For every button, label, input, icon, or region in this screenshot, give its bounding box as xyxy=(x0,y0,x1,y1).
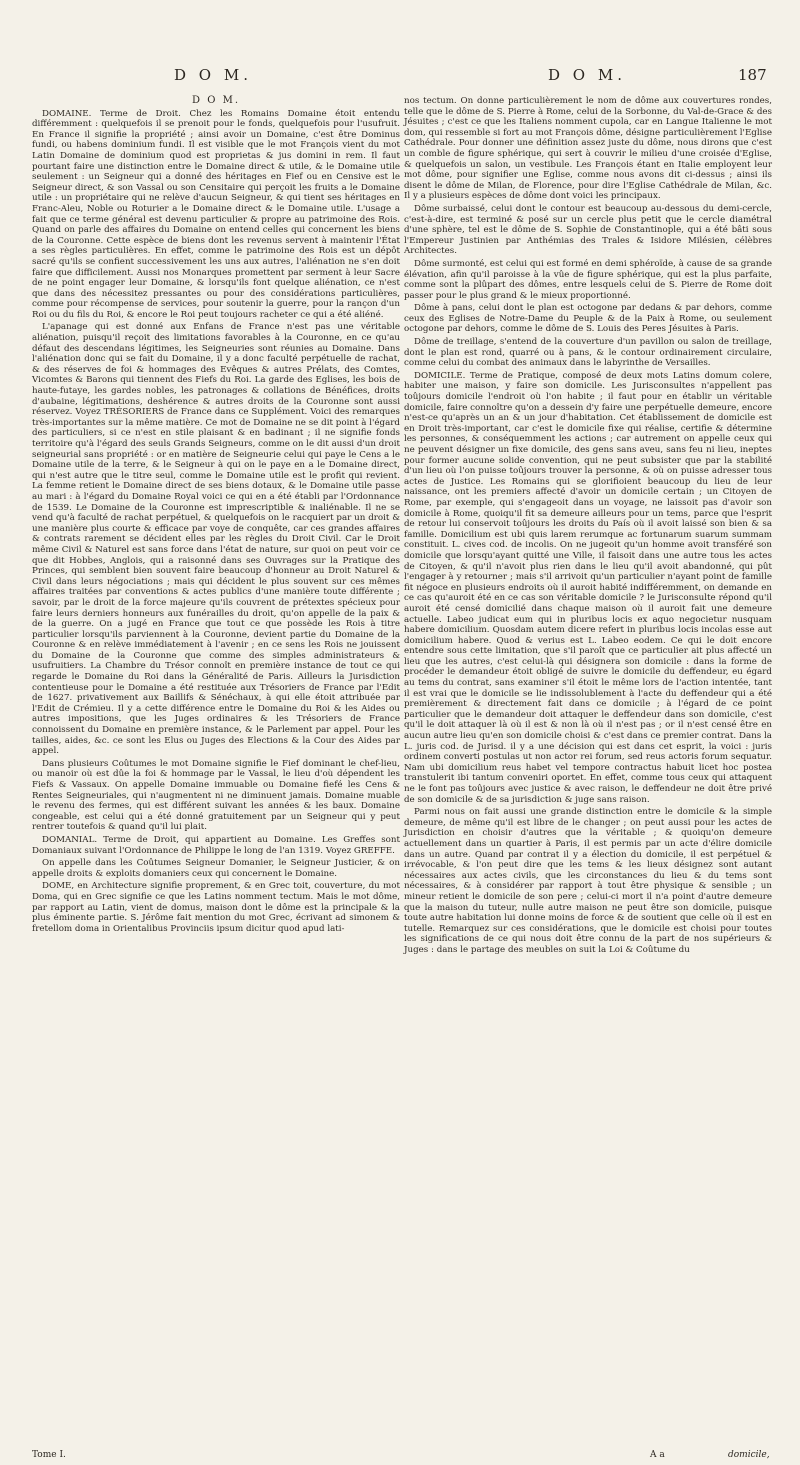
paragraph-dome-treillage: Dôme de treillage, s'entend de la couverture d'un pavillon ou salon de treillage, dont le plan est rond, quarré ou à pans, & le contour ordinairement circulaire, comme celui du combat des animaux dans le labyrinthe de Versailles. xyxy=(404,337,772,369)
paragraph-seigneur-domanier: On appelle dans les Coûtumes Seigneur Domanier, le Seigneur Justicier, & on appelle droits & exploits domaniers ceux qui concernent le Domaine. xyxy=(32,858,400,879)
section-subtitle: D O M. xyxy=(192,95,240,106)
paragraph-domicile: DOMICILE. Terme de Pratique, composé de deux mots Latins domum colere, habiter une maison, y faire son domicile. Les Jurisconsultes n'appellent pas toûjours domicile l'endroit où l'on habite ; il faut pour en établir un véritable domicile, faire connoître qu'on a dessein d'y faire une perpétuelle demeure, encore n'est-ce qu'après un an & un jour d'habitation. Cet établissement de domicile est en Droit très-important, car c'est le domicile fixe qui réalise, certifie & détermine les personnes, & conséquemment les actions ; car autrement on appelle ceux qui ne peuvent désigner un fixe domicile, des gens sans aveu, sans feu ni lieu, ineptes pour former aucune solide convention, qui ne peut subsister que par la stabilité d'un lieu où l'on puisse toûjours trouver la personne, & où on puisse adresser tous actes de Justice. Les Romains qui se glorifioient beaucoup du lieu de leur naissance, ont les premiers affecté d'avoir un domicile certain ; un Citoyen de Rome, par exemple, qui s'engageoit dans un voyage, ne laissoit pas d'avoir son domicile à Rome, quoiqu'il fit sa demeure ailleurs pour un tems, parce que l'esprit de retour lui conservoit toûjours les droits du País où il avoit laissé son bien & sa famille. Domicilium est ubi quis larem rerumque ac fortunarum suarum summam constituit. L. cives cod. de incolis. On ne jugeoit qu'un homme avoit transféré son domicile que lorsqu'ayant quitté une Ville, il faisoit dans une autre tous les actes de Citoyen, & qu'il n'avoit plus rien dans le lieu qu'il avoit abandonné, qui pût l'engager à y retourner ; mais s'il arrivoit qu'un particulier n'ayant point de famille fit négoce en plusieurs endroits où il auroit habité indifféremment, on demande en ce cas qu'auroit été en ce cas son véritable domicile ? le Jurisconsulte répond qu'il auroit été censé domicilié dans chaque maison où il auroit fait une demeure actuelle. Labeo judicat eum qui in pluribus locis ex aquo negocietur nusquam habere domicilium. Quosdam autem dicere refert in pluribus locis incolas esse aut domicilium habere. Quod & verius est L. Labeo eodem. Ce qui le doit encore entendre sous cette limitation, que s'il paroît que ce particulier ait plus affecté un lieu que les autres, c'est celui-là qui désignera son domicile : dans la forme de procéder le demandeur étoit obligé de suivre le domicile du deffendeur, eu égard au tems du contrat, sans examiner s'il étoit le même lors de l'action intentée, tant il est vrai que le domicile se lie indissolublement à l'acte du deffendeur qui a été premièrement & directement fait dans ce domicile ; à l'égard de ce point particulier que le demandeur doit attaquer le deffendeur dans son domicile, c'est qu'il le doit attaquer là où il est & non là où il n'est pas ; or il n'est censé être en aucun autre lieu qu'en son domicile choisi & c'est dans ce premier contrat. Dans la L. juris cod. de Jurisd. il y a une décision qui est dans cet esprit, la voici : juris ordinem converti postulas ut non actor rei forum, sed reus actoris forum sequatur. Nam ubi domicilium reus habet vel tempore contractus habuit licet hoc postea transtulerit ibi tantum conveniri oportet. En effet, comme tous ceux qui attaquent ne le font pas toûjours avec justice & avec raison, le deffendeur ne doit être privé de son domicile & de sa jurisdiction & juge sans raison. xyxy=(404,370,772,805)
paragraph-dome-cont: nos tectum. On donne particulièrement le nom de dôme aux couvertures rondes, telle que le dôme de S. Pierre à Rome, celui de la Sorbonne, du Val-de-Grace & des Jésuites ; c'est ce que les Italiens nomment cupola, car en Langue Italienne le mot dom, qui ressemble si fort au mot François dôme, désigne particulièrement l'Eglise Cathédrale. Pour donner une définition assez juste du dôme, nous dirons que c'est un comble de figure sphérique, qui sert à couvrir le milieu d'une croisée d'Eglise, & quelquefois un salon, un vestibule. Les François étant en Italie employent leur mot dôme, pour signifier une Eglise, comme nous avons dit ci-dessus ; ainsi ils disent le dôme de Milan, de Florence, pour dire l'Eglise Cathédrale de Milan, &c. Il y a plusieurs espèces de dôme dont voici les principaux. xyxy=(404,96,772,202)
paragraph-coutumes: Dans plusieurs Coûtumes le mot Domaine signifie le Fief dominant le chef-lieu, ou manoir où est dûe la foi & hommage par le Vassal, le lieu d'où dépendent les Fiefs & Vassaux. On appelle Domaine immuable ou Domaine fiefé les Cens & Rentes Seigneuriales, qui n'augmentent ni ne diminuent jamais. Domaine muable le revenu des fermes, qui est différent suivant les années & les baux. Domaine congeable, est celui qui a été donné gratuitement par un Seigneur qui y peut rentrer toutefois & quand qu'il lui plait. xyxy=(32,758,400,833)
running-head-right: D O M. xyxy=(548,66,626,84)
left-column xyxy=(32,96,400,936)
page-number: 187 xyxy=(738,66,767,84)
paragraph-apanage: L'apanage qui est donné aux Enfans de France n'est pas une véritable aliénation, puisqu'il reçoit des limitations favorables à la Couronne, en ce qu'au défaut des descendans légitimes, les Seigneuries sont réunies au Domaine. Dans l'aliénation donc qui se fait du Domaine, il y a donc faculté perpétuelle de rachat, & des réserves de foi & hommages des Evêques & autres Prélats, des Comtes, Vicomtes & Barons qui tiennent des Fiefs du Roi. La garde des Eglises, les bois de haute-futaye, les gardes nobles, les patronages & collations de Bénéfices, droits d'aubaine, légitimations, deshérence & autres droits de la Couronne sont aussi réservez. Voyez TRÉSORIERS de France dans ce Supplément. Voici des remarques très-importantes sur la même matière. Ce mot de Domaine ne se dit point à l'égard des particuliers, si ce n'est en stile plaisant & en badinant ; il ne signifie fonds territoire qu'à l'égard des seuls Grands Seigneurs, comme on le dit aussi d'un droit seigneurial sans propriété : or en matière de Seigneurie celui qui paye le Cens a le Domaine utile de la terre, & le Seigneur à qui on le paye en a le Domaine direct, qui n'est autre que le titre seul, comme le Domaine utile est le profit qui revient. La femme retient le Domaine direct de ses biens dotaux, & le Domaine utile passe au mari : à l'égard du Domaine Royal voici ce qui en a été établi par l'Ordonnance de 1539. Le Domaine de la Couronne est imprescriptible & inaliénable. Il ne se vend qu'à faculté de rachat perpétuel, & quelquefois on le racquiert par un droit & une manière plus courte & efficace par voye de conquête, car ces grandes affaires & contrats rarement se décident elles par les règles du Droit Civil. Car le Droit même Civil & Naturel est sans force dans l'état de nature, sur quoi on peut voir ce que dit Hobbes, Anglois, qui a raisonné dans ses Ouvrages sur la Pratique des Princes, qui semblent bien souvent faire beaucoup d'honneur au Droit Naturel & Civil dans leurs négociations ; mais qui décident le plus souvent sur ces mêmes affaires traitées par conventions & actes publics d'une manière toute différente ; savoir, par le droit de la force majeure qu'ils couvrent de prétextes spécieux pour faire leurs derniers honneurs aux funérailles du droit, qu'on appelle de la paix & de la guerre. On a jugé en France que tout ce que possède les Rois à titre particulier lorsqu'ils parviennent à la Couronne, devient partie du Domaine de la Couronne & en relève immédiatement à l'avenir ; en ce sens les Rois ne jouissent du Domaine de la Couronne que comme des simples administrateurs & usufruitiers. La Chambre du Trésor connoît en première instance de tout ce qui regarde le Domaine du Roi dans la Généralité de Paris. Ailleurs la Jurisdiction contentieuse pour le Domaine a été restituée aux Trésoriers de France par l'Edit de 1627. privativement aux Baillifs & Sénéchaux, à qui elle étoit attribuée par l'Edit de Crémieu. Il y a cette différence entre le Domaine du Roi & les Aides ou autres impositions, que les Juges ordinaires & les Trésoriers de France connoissent du Domaine en première instance, & le Parlement par appel. Pour les tailles, aides, &c. ce sont les Elus ou Juges des Elections & la Cour des Aides par appel. xyxy=(32,322,400,757)
signature-mark: A a xyxy=(650,1450,665,1460)
volume-footer: Tome I. xyxy=(32,1450,66,1460)
paragraph-domicile-demeure: Parmi nous on fait aussi une grande distinction entre le domicile & la simple demeure, de même qu'il est libre de le changer ; on peut aussi pour les actes de Jurisdiction en choisir d'autres que la véritable ; & quoiqu'on demeure actuellement dans un quartier à Paris, il est permis par un acte d'élire domicile dans un autre. Quand par contrat il y a élection du domicile, il est perpétuel & irrévocable, & l'on peut dire que les tems & les lieux désignez sont autant nécessaires aux actes civils, que les circonstances du lieu & du tems sont nécessaires, & à considérer par rapport à tout être physique & sensible ; un mineur retient le domicile de son pere ; celui-ci mort il n'a point d'autre demeure que la maison du tuteur, nulle autre maison ne peut être son domicile, puisque toute autre habitation lui donne moins de force & de soutient que celle où il est en tutelle. Remarquez sur ces considérations, que le domicile est choisi pour toutes les significations de ce qui nous doit être connu de la part de nos supérieurs & Juges : dans le partage des meubles on suit la Loi & Coûtume du xyxy=(404,807,772,955)
paragraph-dome-surbaisse: Dôme surbaissé, celui dont le contour est beaucoup au-dessous du demi-cercle, c'est-à-dire, est terminé & posé sur un cercle plus petit que le cercle diamétral d'une sphère, tel est le dôme de S. Sophie de Constantinople, qui a été bâti sous l'Empereur Justinien par Anthémias des Trales & Isidore Milésien, célèbres Architectes. xyxy=(404,203,772,257)
right-column xyxy=(404,96,772,958)
running-head-left: D O M. xyxy=(174,66,252,84)
paragraph-domaine: DOMAINE. Terme de Droit. Chez les Romains Domaine étoit entendu différemment : quelquefois il se prenoit pour le fonds, quelquefois pour l'usufruit. En France il signifie la propriété ; ainsi avoir un Domaine, c'est être Dominus fundi, ou habens dominium fundi. Il est visible que le mot François vient du mot Latin Domaine de dominium quod est proprietas & jus domini in rem. Il faut pourtant faire une distinction entre le Domaine direct & utile, & le Domaine utile seulement : un Seigneur qui a donné des héritages en Fief ou en Censive est le Seigneur direct, & son Vassal ou son Censitaire qui perçoit les fruits a le Domaine utile : un propriétaire qui ne relève d'aucun Seigneur, & qui tient ses héritages en Franc-Aleu, Noble ou Roturier a le Domaine direct & le Domaine utile. L'usage a fait que ce terme général est devenu particulier & propre au patrimoine des Rois. Quand on parle des affaires du Domaine on entend celles qui concernent les biens de la Couronne. Cette espèce de biens dont les revenus servent à maintenir l'État a ses règles particulières. En effet, comme le patrimoine des Rois est un dépôt sacré qu'ils se confient successivement les uns aux autres, l'aliénation ne s'en doit faire que difficilement. Aussi nos Monarques promettent par serment à leur Sacre de ne point engager leur Domaine, & lorsqu'ils font quelque aliénation, ce n'est que dans des nécessitez pressantes ou pour des considérations particulières, comme pour récompense de services, pour soutenir la guerre, pour la rançon d'un Roi ou du fils du Roi, & encore le Roi peut toujours racheter ce qui a été aliéné. xyxy=(32,108,400,320)
paragraph-dome-a-pans: Dôme à pans, celui dont le plan est octogone par dedans & par dehors, comme ceux des Eglises de Notre-Dame du Peuple & de la Paix à Rome, ou seulement octogone par dehors, comme le dôme de S. Louis des Peres Jésuites à Paris. xyxy=(404,303,772,335)
paragraph-dome-surmonte: Dôme surmonté, est celui qui est formé en demi sphéroïde, à cause de sa grande élévation, afin qu'il paroisse à la vûe de figure sphérique, qui est la plus parfaite, comme sont la plûpart des dômes, entre lesquels celui de S. Pierre de Rome doit passer pour le plus grand & le mieux proportionné. xyxy=(404,258,772,301)
paragraph-dome: DOME, en Architecture signifie proprement, & en Grec toit, couverture, du mot Doma, qui en Grec signifie ce que les Latins nomment tectum. Mais le mot dôme, par rapport au Latin, vient de domus, maison dont le dôme est la principale & la plus éminente partie. S. Jérôme fait mention du mot Grec, écrivant ad simonem & fretellom doma in Orientalibus Provinciis ipsum dicitur quod apud lati- xyxy=(32,881,400,934)
catchword: domicile, xyxy=(728,1450,770,1460)
paragraph-domanial: DOMANIAL. Terme de Droit, qui appartient au Domaine. Les Greffes sont Domaniaux suivant l'Ordonnance de Philippe le long de l'an 1319. Voyez GREFFE. xyxy=(32,834,400,856)
